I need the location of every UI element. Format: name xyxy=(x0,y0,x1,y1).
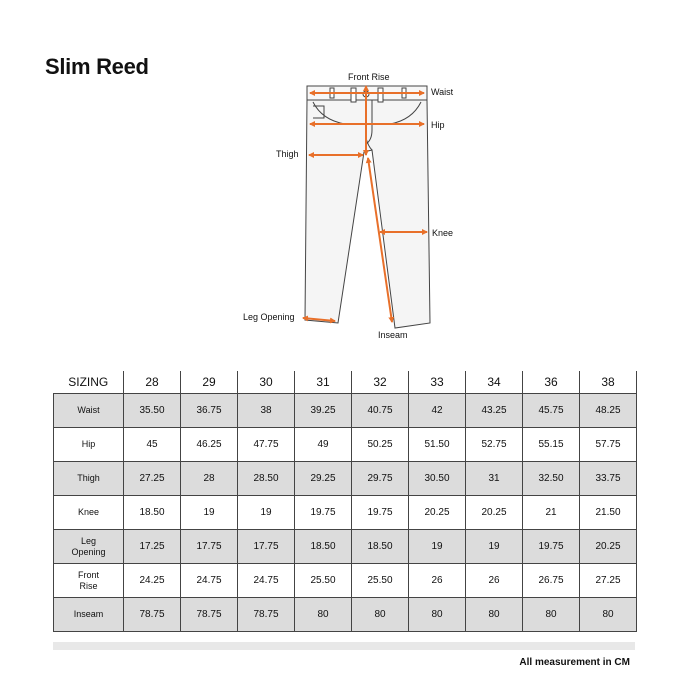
row-label xyxy=(54,428,124,462)
table-cell: 55.15 xyxy=(523,428,580,462)
waist-label: Waist xyxy=(431,87,454,97)
table-cell: 78.75 xyxy=(181,598,238,632)
table-cell: 19 xyxy=(466,530,523,564)
table-cell: 42 xyxy=(409,394,466,428)
table-cell: 28 xyxy=(181,462,238,496)
table-cell: 19.75 xyxy=(295,496,352,530)
table-cell: 18.50 xyxy=(352,530,409,564)
row-label-line: Front xyxy=(77,569,99,580)
table-cell: 19.75 xyxy=(523,530,580,564)
table-row xyxy=(54,496,637,530)
table-row xyxy=(54,428,637,462)
size-header: 29 xyxy=(181,371,238,394)
sizing-table xyxy=(53,371,637,632)
table-cell: 17.75 xyxy=(238,530,295,564)
table-cell: 20.25 xyxy=(466,496,523,530)
size-header: 28 xyxy=(124,371,181,394)
table-cell: 24.25 xyxy=(124,564,181,598)
row-label xyxy=(54,462,124,496)
row-label xyxy=(54,394,124,428)
table-cell: 20.25 xyxy=(409,496,466,530)
table-cell: 19 xyxy=(181,496,238,530)
front-rise-label: Front Rise xyxy=(348,72,390,82)
table-row xyxy=(54,530,637,564)
table-cell: 31 xyxy=(466,462,523,496)
size-header: 34 xyxy=(466,371,523,394)
row-label xyxy=(54,598,124,632)
thigh-label: Thigh xyxy=(276,149,299,159)
table-cell: 36.75 xyxy=(181,394,238,428)
table-cell: 18.50 xyxy=(124,496,181,530)
table-footer-bar xyxy=(53,642,635,650)
table-cell: 45 xyxy=(124,428,181,462)
table-cell: 80 xyxy=(466,598,523,632)
table-cell: 19 xyxy=(409,530,466,564)
size-header: 33 xyxy=(409,371,466,394)
table-cell: 32.50 xyxy=(523,462,580,496)
row-label xyxy=(54,496,124,530)
table-cell: 17.25 xyxy=(124,530,181,564)
table-cell: 24.75 xyxy=(181,564,238,598)
table-cell: 25.50 xyxy=(295,564,352,598)
table-cell: 24.75 xyxy=(238,564,295,598)
table-cell: 33.75 xyxy=(580,462,637,496)
table-cell: 57.75 xyxy=(580,428,637,462)
table-cell: 21.50 xyxy=(580,496,637,530)
row-label xyxy=(54,564,124,598)
size-header: 30 xyxy=(238,371,295,394)
row-label-line: Thigh xyxy=(77,473,100,483)
table-cell: 50.25 xyxy=(352,428,409,462)
page-title: Slim Reed xyxy=(45,54,149,79)
size-header: 32 xyxy=(352,371,409,394)
table-row xyxy=(54,462,637,496)
table-cell: 43.25 xyxy=(466,394,523,428)
table-cell: 28.50 xyxy=(238,462,295,496)
table-cell: 27.25 xyxy=(580,564,637,598)
knee-label: Knee xyxy=(432,228,454,238)
table-header-row xyxy=(54,371,637,394)
table-cell: 35.50 xyxy=(124,394,181,428)
table-cell: 27.25 xyxy=(124,462,181,496)
leg-opening-label: Leg Opening xyxy=(243,312,295,322)
table-cell: 39.25 xyxy=(295,394,352,428)
table-cell: 47.75 xyxy=(238,428,295,462)
sizing-header: SIZING xyxy=(54,371,124,394)
size-header: 31 xyxy=(295,371,352,394)
table-row xyxy=(54,394,637,428)
table-cell: 18.50 xyxy=(295,530,352,564)
table-cell: 25.50 xyxy=(352,564,409,598)
row-label-line: Rise xyxy=(79,580,98,591)
measurement-note: All measurement in CM xyxy=(519,657,630,668)
row-label-line: Knee xyxy=(77,507,100,517)
table-cell: 80 xyxy=(352,598,409,632)
table-cell: 29.25 xyxy=(295,462,352,496)
size-header: 36 xyxy=(523,371,580,394)
row-label-line: Opening xyxy=(71,546,106,557)
row-label-line: Leg xyxy=(80,535,97,546)
table-cell: 29.75 xyxy=(352,462,409,496)
table-cell: 17.75 xyxy=(181,530,238,564)
table-cell: 46.25 xyxy=(181,428,238,462)
table-cell: 45.75 xyxy=(523,394,580,428)
row-label-line: Hip xyxy=(81,439,96,449)
table-cell: 19.75 xyxy=(352,496,409,530)
table-cell: 19 xyxy=(238,496,295,530)
table-cell: 78.75 xyxy=(238,598,295,632)
table-cell: 80 xyxy=(523,598,580,632)
table-cell: 80 xyxy=(409,598,466,632)
table-cell: 51.50 xyxy=(409,428,466,462)
table-cell: 21 xyxy=(523,496,580,530)
table-cell: 38 xyxy=(238,394,295,428)
table-cell: 48.25 xyxy=(580,394,637,428)
table-row xyxy=(54,598,637,632)
row-label xyxy=(54,530,124,564)
table-cell: 80 xyxy=(580,598,637,632)
table-cell: 52.75 xyxy=(466,428,523,462)
table-cell: 40.75 xyxy=(352,394,409,428)
row-label-line: Inseam xyxy=(73,609,104,619)
hip-label: Hip xyxy=(431,120,445,130)
table-cell: 30.50 xyxy=(409,462,466,496)
table-cell: 80 xyxy=(295,598,352,632)
table-cell: 26.75 xyxy=(523,564,580,598)
table-cell: 26 xyxy=(466,564,523,598)
jeans-outline xyxy=(305,86,430,328)
table-cell: 26 xyxy=(409,564,466,598)
table-cell: 20.25 xyxy=(580,530,637,564)
table-row xyxy=(54,564,637,598)
table-cell: 49 xyxy=(295,428,352,462)
table-cell: 78.75 xyxy=(124,598,181,632)
inseam-label: Inseam xyxy=(378,330,408,340)
row-label-line: Waist xyxy=(77,405,100,415)
size-header: 38 xyxy=(580,371,637,394)
